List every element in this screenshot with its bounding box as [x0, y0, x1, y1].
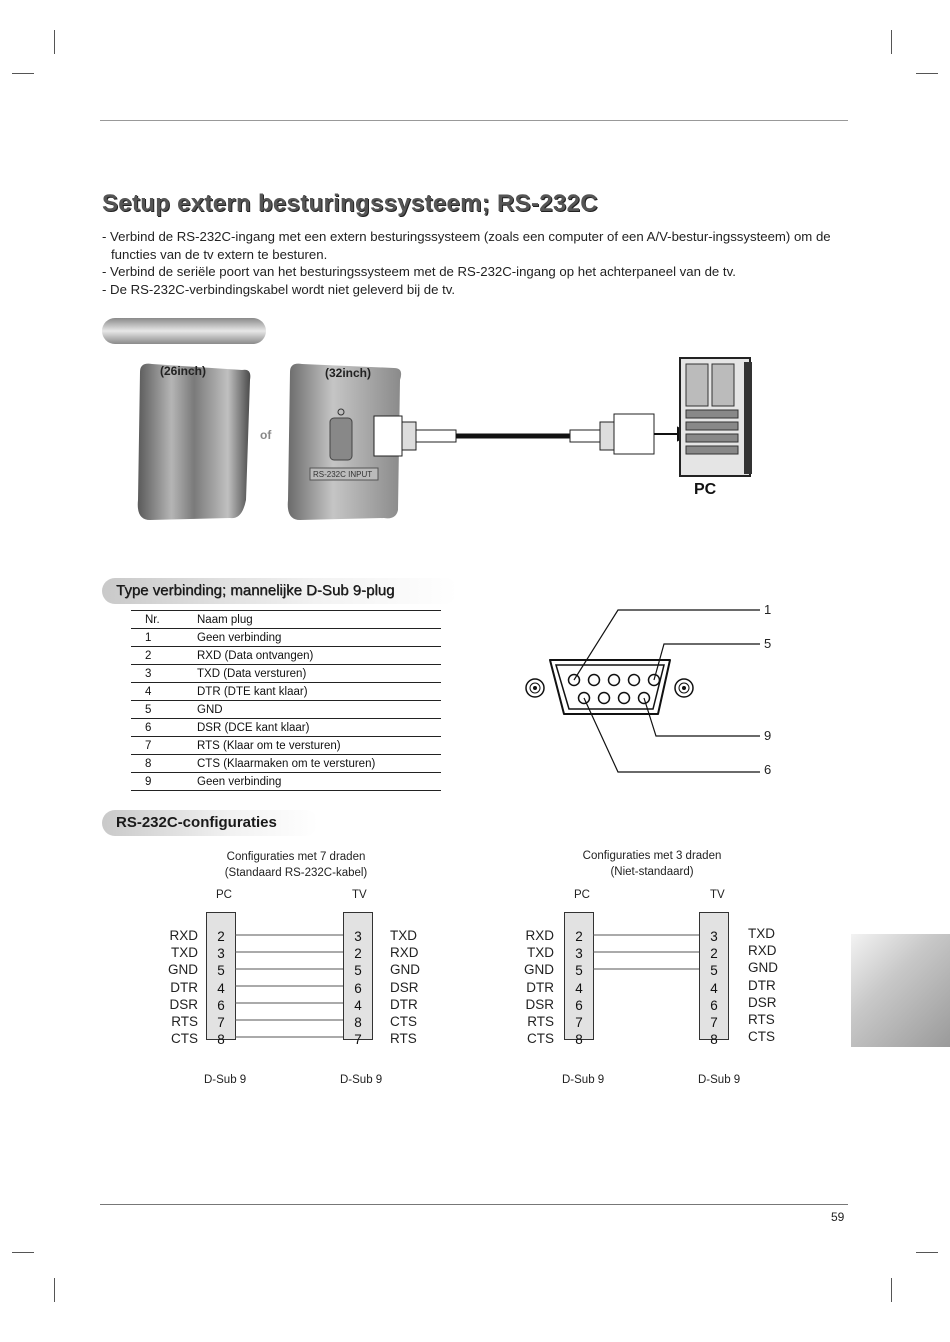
- pin-number: 7: [354, 1032, 362, 1048]
- seven-pc-connector: [206, 912, 236, 1048]
- crop-mark: [12, 73, 34, 74]
- pin-number: 8: [354, 1015, 362, 1031]
- signal-label: DSR: [525, 996, 554, 1012]
- column-header: Nr.: [131, 611, 183, 629]
- callout-9: 9: [764, 728, 772, 743]
- seven-wire-caption: [196, 849, 396, 881]
- crop-mark: [916, 1252, 938, 1253]
- pin-number: 5: [575, 963, 583, 979]
- bottom-rule: [100, 1204, 848, 1205]
- signal-label: DTR: [748, 977, 776, 993]
- pin-number: 8: [710, 1032, 718, 1048]
- cable-plug-tv: [374, 416, 402, 456]
- tv-26-panel: [138, 364, 251, 520]
- signal-label: GND: [168, 962, 198, 978]
- pin-section-heading: Type verbinding; mannelijke D-Sub 9-plug: [102, 578, 458, 604]
- pin-number: 3: [217, 946, 225, 962]
- pin-number: 6: [217, 997, 225, 1013]
- seven-left-footer: D-Sub 9: [204, 1074, 247, 1086]
- signal-label: CTS: [748, 1029, 775, 1045]
- caption-line: Configuraties met 7 draden: [226, 851, 366, 863]
- signal-label: TXD: [390, 928, 417, 943]
- signal-label: RTS: [527, 1014, 554, 1030]
- pin-name: Geen verbinding: [183, 629, 441, 647]
- page-number: 59: [831, 1210, 845, 1224]
- three-wire-caption: [552, 848, 752, 880]
- seven-left-signals: [162, 927, 198, 1047]
- callout-5: 5: [764, 636, 772, 651]
- top-rule: [100, 120, 848, 121]
- signal-label: DSR: [390, 979, 419, 995]
- pin-number: 2: [131, 647, 183, 665]
- signal-label: DSR: [169, 996, 198, 1012]
- signal-label: RXD: [169, 928, 198, 943]
- connection-illustration: [130, 350, 770, 530]
- signal-label: CTS: [527, 1031, 554, 1047]
- table-row: [131, 755, 441, 773]
- pin-name: DSR (DCE kant klaar): [183, 719, 441, 737]
- table-row: [131, 773, 441, 791]
- seven-pc-header: PC: [216, 889, 232, 901]
- table-row: [131, 737, 441, 755]
- pin-name: DTR (DTE kant klaar): [183, 683, 441, 701]
- signal-label: GND: [524, 962, 554, 978]
- crop-mark: [891, 30, 892, 54]
- pin-number: 6: [354, 980, 362, 996]
- table-row: [131, 665, 441, 683]
- intro-line: - Verbind de RS-232C-ingang met een extern besturingssysteem (zoals een computer of een A/V-bestur-ingssysteem) om de functies van de tv extern te besturen.: [102, 229, 831, 262]
- pin-number: 9: [131, 773, 183, 791]
- crop-mark: [891, 1278, 892, 1302]
- table-row: [131, 629, 441, 647]
- signal-label: CTS: [171, 1031, 198, 1047]
- pin-number: 2: [354, 946, 362, 962]
- signal-label: RTS: [171, 1014, 198, 1030]
- signal-label: GND: [748, 960, 778, 976]
- pin-number: 8: [131, 755, 183, 773]
- three-left-footer: D-Sub 9: [562, 1074, 605, 1086]
- three-pc-header: PC: [574, 889, 590, 901]
- signal-label: TXD: [171, 945, 198, 961]
- pin-number: 7: [575, 1015, 583, 1031]
- seven-right-footer: D-Sub 9: [340, 1074, 383, 1086]
- signal-label: DTR: [390, 996, 418, 1012]
- tv-26-label: (26inch): [160, 364, 207, 378]
- seven-wire-lines: [235, 926, 343, 1050]
- seven-right-signals: [390, 927, 420, 1047]
- config-section-heading: RS-232C-configuraties: [102, 810, 318, 836]
- intro-line: - De RS-232C-verbindingskabel wordt niet geleverd bij de tv.: [102, 281, 456, 297]
- signal-label: RTS: [390, 1031, 417, 1047]
- signal-label: DTR: [170, 979, 198, 995]
- tv-32-label: (32inch): [325, 366, 372, 380]
- three-left-signals: [518, 927, 554, 1047]
- table-row: [131, 719, 441, 737]
- table-row: [131, 683, 441, 701]
- pin-number: 2: [217, 929, 225, 944]
- three-pc-connector: [564, 912, 594, 1048]
- pin-number: 5: [217, 963, 225, 979]
- crop-mark: [916, 73, 938, 74]
- intro-text: [102, 228, 862, 298]
- signal-label: GND: [390, 962, 420, 978]
- crop-mark: [12, 1252, 34, 1253]
- pin-number: 5: [710, 963, 718, 979]
- column-header: Naam plug: [183, 611, 441, 629]
- crop-mark: [54, 1278, 55, 1302]
- pin-number: 6: [575, 997, 583, 1013]
- pin-name: GND: [183, 701, 441, 719]
- pin-number: 5: [354, 963, 362, 979]
- pin-number: 8: [217, 1032, 225, 1048]
- signal-label: DSR: [748, 994, 777, 1010]
- table-row: [131, 701, 441, 719]
- pin-number: 4: [131, 683, 183, 701]
- caption-line: (Niet-standaard): [610, 866, 694, 878]
- pin-number: 6: [710, 997, 718, 1013]
- or-label: of: [260, 428, 272, 442]
- pin-number: 3: [575, 946, 583, 962]
- pin-name: RTS (Klaar om te versturen): [183, 737, 441, 755]
- intro-line: - Verbind de seriële poort van het besturingssysteem met de RS-232C-ingang op het achterpaneel van de tv.: [102, 264, 736, 279]
- pin-number: 8: [575, 1032, 583, 1048]
- signal-label: RTS: [748, 1012, 775, 1028]
- cable-plug-pc: [614, 414, 654, 454]
- crop-mark: [54, 30, 55, 54]
- section-pill-blank: [102, 318, 266, 344]
- three-right-signals: [748, 925, 778, 1045]
- pin-number: 2: [575, 929, 583, 944]
- pin-number: 2: [710, 946, 718, 962]
- pin-number: 5: [131, 701, 183, 719]
- signal-label: CTS: [390, 1014, 417, 1030]
- side-thumb-tab: [851, 934, 950, 1047]
- rs232-input-label: RS-232C INPUT: [313, 470, 373, 479]
- seven-tv-header: TV: [352, 889, 367, 901]
- three-tv-header: TV: [710, 889, 725, 901]
- seven-tv-connector: [343, 912, 373, 1048]
- table-header-row: [131, 611, 441, 629]
- pin-holes: [569, 675, 660, 704]
- pin-number: 6: [131, 719, 183, 737]
- pin-number: 3: [131, 665, 183, 683]
- three-tv-connector: [699, 912, 729, 1048]
- pin-number: 7: [710, 1015, 718, 1031]
- pin-name: CTS (Klaarmaken om te versturen): [183, 755, 441, 773]
- pin-table: [131, 610, 441, 791]
- pin-name: Geen verbinding: [183, 773, 441, 791]
- pin-number: 3: [710, 929, 718, 944]
- page-title: Setup extern besturingssysteem; RS-232C: [102, 190, 598, 217]
- caption-line: Configuraties met 3 draden: [582, 850, 722, 862]
- pin-number: 4: [575, 980, 583, 996]
- table-row: [131, 647, 441, 665]
- pin-number: 4: [217, 980, 225, 996]
- three-wire-lines: [593, 926, 699, 986]
- signal-label: DTR: [526, 979, 554, 995]
- signal-label: RXD: [748, 943, 777, 959]
- signal-label: RXD: [525, 928, 554, 943]
- signal-label: RXD: [390, 945, 419, 961]
- pin-name: TXD (Data versturen): [183, 665, 441, 683]
- caption-line: (Standaard RS-232C-kabel): [224, 867, 368, 879]
- callout-lines: [574, 610, 760, 772]
- pin-number: 4: [710, 980, 718, 996]
- rs232-port: [330, 418, 352, 460]
- signal-label: TXD: [748, 926, 775, 941]
- signal-label: TXD: [527, 945, 554, 961]
- pin-number: 7: [217, 1015, 225, 1031]
- pin-number: 7: [131, 737, 183, 755]
- pin-name: RXD (Data ontvangen): [183, 647, 441, 665]
- pc-label: PC: [694, 481, 717, 498]
- pin-number: 4: [354, 997, 362, 1013]
- pin-number: 3: [354, 929, 362, 944]
- callout-6: 6: [764, 762, 772, 777]
- dsub-connector-diagram: [520, 600, 780, 785]
- pin-number: 1: [131, 629, 183, 647]
- three-right-footer: D-Sub 9: [698, 1074, 741, 1086]
- callout-1: 1: [764, 602, 772, 617]
